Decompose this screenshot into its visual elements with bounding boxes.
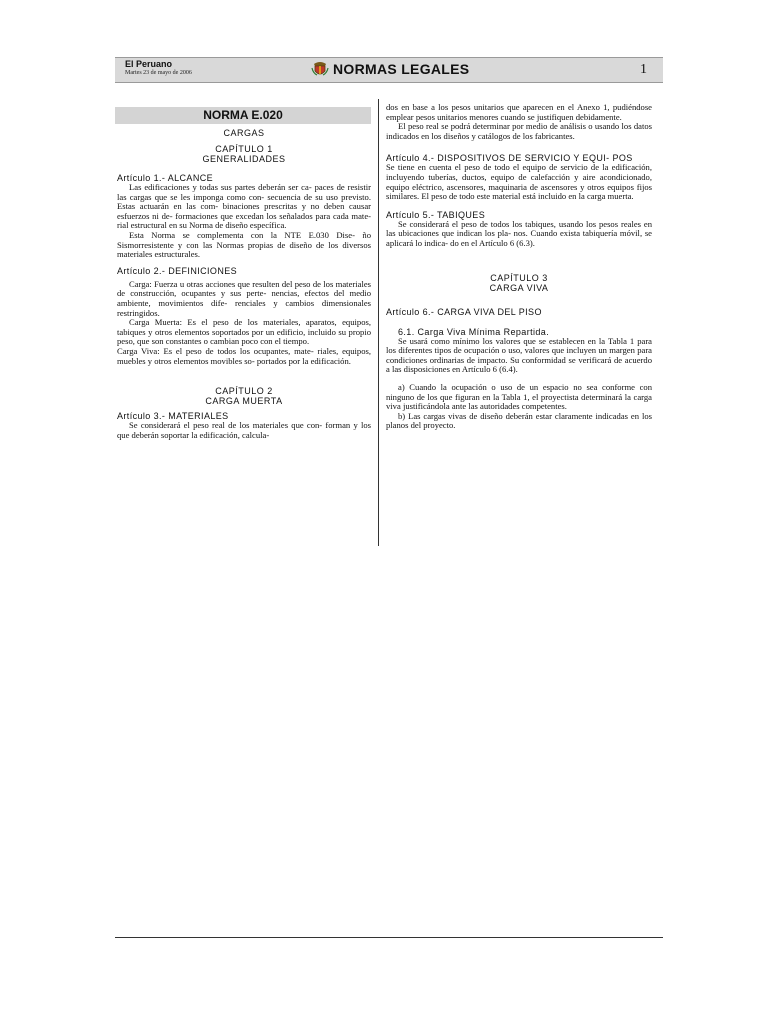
chapter-2-heading: CAPÍTULO 2 <box>215 386 273 397</box>
coat-of-arms-icon <box>311 60 329 78</box>
norma-title: NORMA E.020 <box>115 107 371 124</box>
article-3-continuation: dos en base a los pesos unitarios que aparecen en el Anexo 1, pudiéndose emplear pesos unitarios menores cuando se justifiquen debidamente. <box>386 102 652 122</box>
article-5-title: Artículo 5.- TABIQUES <box>386 209 486 220</box>
definition-carga: Carga: Fuerza u otras acciones que resulten del peso de los materiales de construcción, ocupantes y sus perte- nencias, efectos del medio ambiente, movimientos dife- renciales y cambios dimensionales restringidos. <box>117 278 371 318</box>
article-3-title: Artículo 3.- MATERIALES <box>117 411 229 422</box>
section-6-1-title: 6.1. Carga Viva Mínima Repartida. <box>398 326 550 337</box>
page-number: 1 <box>640 62 647 77</box>
bottom-rule <box>115 937 663 938</box>
right-column <box>386 103 652 431</box>
definition-carga-muerta: Carga Muerta: Es el peso de los materiales, aparatos, equipos, tabiques y otros elementos soportados por un edificio, incluido su propio peso, que son constantes o cambian poco con el tiempo. <box>117 317 371 347</box>
section-6-1-item-a: a) Cuando la ocupación o uso de un espacio no sea conforme con ninguno de los que figuran en la Tabla 1, el proyectista determinará la carga viva justificándola ante las autoridades competentes. <box>386 381 652 412</box>
article-3-paragraph-2: El peso real se podrá determinar por medio de análisis o usando los datos indicados en los diseños y catálogos de los fabricantes. <box>386 121 652 141</box>
chapter-1-heading: CAPÍTULO 1 <box>215 144 273 154</box>
article-2-title: Artículo 2.- DEFINICIONES <box>117 265 238 276</box>
publication-name: El Peruano <box>125 59 173 69</box>
norma-subtitle: CARGAS <box>223 128 265 138</box>
article-1-paragraph-1: Las edificaciones y todas sus partes deberán ser ca- paces de resistir las cargas que se les imponga como con- secuencia de su uso previsto. Estas actuarán en las com- binaciones prescritas y no deben causar esfuerzos ni de- formaciones que excedan los señalados para cada mate- rial estructural en su Norma de diseño específica. <box>117 182 371 231</box>
section-6-1-item-b: b) Las cargas vivas de diseño deberán estar claramente indicadas en los planos del proyecto. <box>386 410 652 431</box>
section-title: NORMAS LEGALES <box>333 61 470 77</box>
article-3-paragraph-1: Se considerará el peso real de los materiales que con- forman y los que deberán soportar la edificación, calcula- <box>117 420 371 440</box>
definition-carga-viva: Carga Viva: Es el peso de todos los ocupantes, mate- riales, equipos, muebles y otros elementos movibles so- portados por la edificación. <box>117 345 371 366</box>
chapter-3-heading: CAPÍTULO 3 <box>490 272 548 283</box>
chapter-2-name: CARGA MUERTA <box>205 396 283 407</box>
column-divider <box>378 99 379 546</box>
page-header <box>115 57 663 83</box>
article-1-title: Artículo 1.- ALCANCE <box>117 173 214 183</box>
left-column <box>117 107 371 440</box>
header-center <box>311 60 469 78</box>
article-6-title: Artículo 6.- CARGA VIVA DEL PISO <box>386 306 542 317</box>
chapter-3-name: CARGA VIVA <box>489 282 549 293</box>
article-4-paragraph-1: Se tiene en cuenta el peso de todo el equipo de servicio de la edificación, incluyendo tuberías, ductos, equipo de calefacción y aire acondicionado, equipo eléctrico, ascensores, maquinaria de ascensores y otros equipos fijos similares. El peso de todo este material está incluido en la carga muerta. <box>386 162 652 202</box>
article-1-paragraph-2: Esta Norma se complementa con la NTE E.030 Dise- ño Sismorresistente y con las Normas propias de diseño de los diversos materiales estructurales. <box>117 229 371 260</box>
chapter-1-name: GENERALIDADES <box>202 154 286 164</box>
article-5-paragraph-1: Se considerará el peso de todos los tabiques, usando los pesos reales en las ubicaciones que indican los pla- nos. Cuando exista tabiquería móvil, se aplicará lo indica- do en el Artículo 6 (6.3). <box>386 218 652 248</box>
publication-date: Martes 23 de mayo de 2006 <box>125 70 192 76</box>
article-4-title: Artículo 4.- DISPOSITIVOS DE SERVICIO Y EQUI- POS <box>386 153 633 164</box>
section-6-1-paragraph-1: Se usará como mínimo los valores que se establecen en la Tabla 1 para los diferentes tipos de ocupación o uso, valores que incluyen un margen para condiciones ordinarias de impacto. Su conformidad se verificará de acuerdo a las disposiciones en Artículo 6 (6.4). <box>386 335 652 375</box>
